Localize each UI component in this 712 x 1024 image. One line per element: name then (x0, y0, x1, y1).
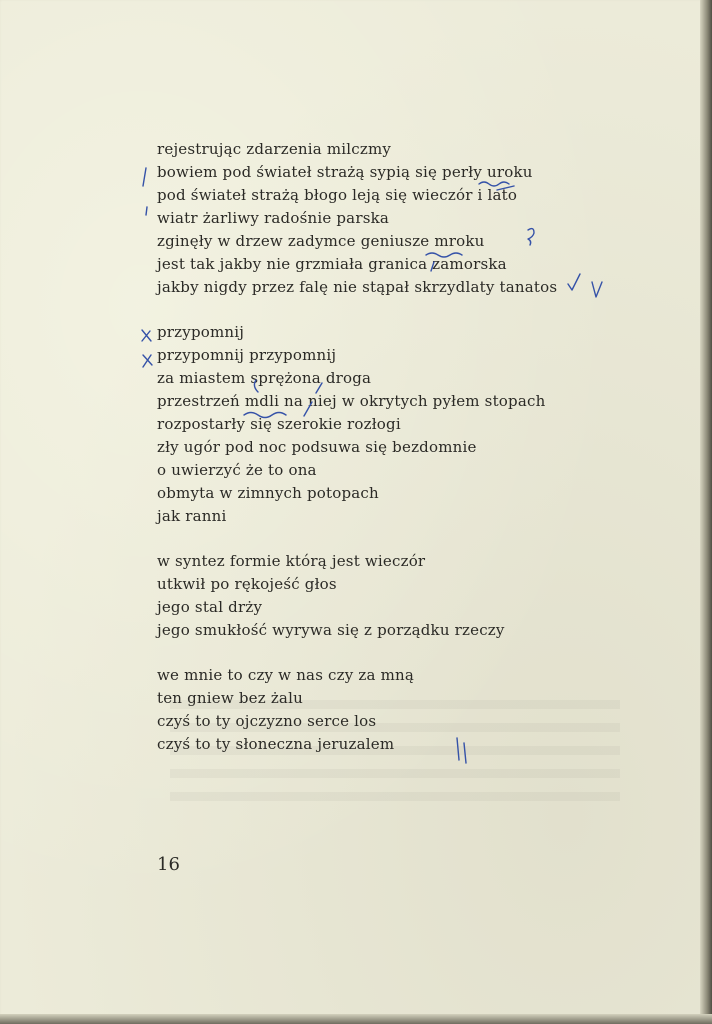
stanza-3 (157, 550, 657, 642)
poem-line: utkwił po rękojeść głos (157, 575, 337, 593)
poem-line: jego smukłość wyrywa się z porządku rzeczy (157, 621, 505, 639)
poem-line: pod świateł strażą błogo leją się wieczór i lato (157, 186, 518, 204)
stanza-gap (157, 528, 657, 550)
poem-line: czyś to ty słoneczna jeruzalem (157, 735, 395, 753)
poem-line: obmyta w zimnych potopach (157, 484, 379, 502)
poem-line: rejestrując zdarzenia milczmy (157, 140, 392, 158)
page-number: 16 (157, 854, 180, 875)
poem-line: przypomnij (157, 323, 245, 341)
poem-line: jego stal drży (157, 598, 263, 616)
poem-line: zły ugór pod noc podsuwa się bezdomnie (157, 438, 477, 456)
poem (157, 138, 657, 756)
poem-line: przestrzeń mdli na niej w okrytych pyłem stopach (157, 392, 546, 410)
poem-line: jakby nigdy przez falę nie stąpał skrzydlaty tanatos (157, 278, 558, 296)
poem-line: jak ranni (157, 507, 227, 525)
poem-line: przypomnij przypomnij (157, 346, 337, 364)
poem-line: za miastem sprężona droga (157, 369, 372, 387)
poem-line: zginęły w drzew zadymce geniusze mroku (157, 232, 485, 250)
poem-line: rozpostarły się szerokie rozłogi (157, 415, 401, 433)
page-edge-shadow (0, 1014, 712, 1024)
poem-line: jest tak jakby nie grzmiała granica zamorska (157, 255, 507, 273)
poem-line: ten gniew bez żalu (157, 689, 303, 707)
poem-line: czyś to ty ojczyzno serce los (157, 712, 377, 730)
stanza-1 (157, 138, 657, 299)
stanza-4 (157, 664, 657, 756)
page-edge-shadow (700, 0, 712, 1024)
poem-line: o uwierzyć że to ona (157, 461, 317, 479)
poem-line: we mnie to czy w nas czy za mną (157, 666, 415, 684)
poem-line: bowiem pod świateł strażą sypią się perły uroku (157, 163, 533, 181)
stanza-gap (157, 299, 657, 321)
poem-line: wiatr żarliwy radośnie parska (157, 209, 390, 227)
poem-line: w syntez formie którą jest wieczór (157, 552, 426, 570)
stanza-gap (157, 642, 657, 664)
stanza-2 (157, 321, 657, 528)
